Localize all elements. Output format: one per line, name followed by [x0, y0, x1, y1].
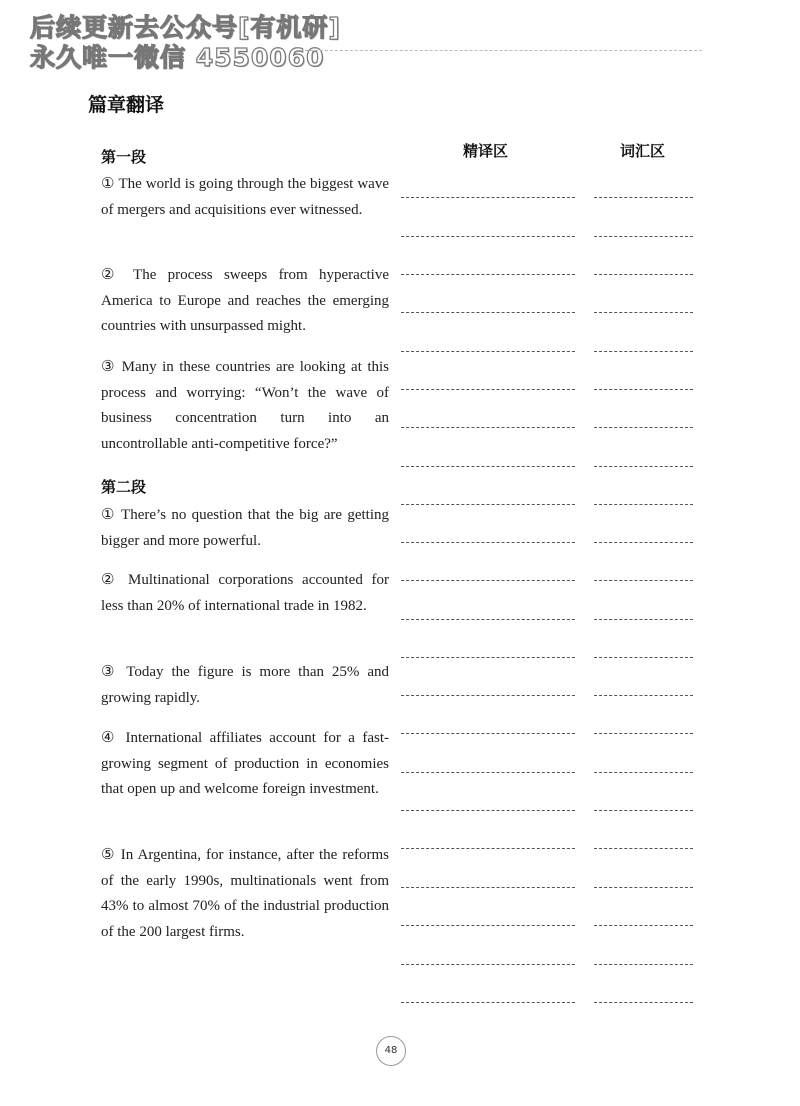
- paragraph-2-heading: 第二段: [101, 478, 147, 496]
- vocabulary-writing-line[interactable]: [594, 925, 693, 926]
- translation-writing-line[interactable]: [401, 1002, 575, 1003]
- vocabulary-writing-line[interactable]: [594, 351, 693, 352]
- vocabulary-writing-line[interactable]: [594, 887, 693, 888]
- translation-writing-line[interactable]: [401, 197, 575, 198]
- vocabulary-writing-line[interactable]: [594, 427, 693, 428]
- vocabulary-writing-line[interactable]: [594, 810, 693, 811]
- vocabulary-writing-line[interactable]: [594, 695, 693, 696]
- translation-writing-line[interactable]: [401, 236, 575, 237]
- translation-writing-line[interactable]: [401, 925, 575, 926]
- vocabulary-writing-line[interactable]: [594, 274, 693, 275]
- paragraph-2-sentence-4: ④ International affiliates account for a fast-growing segment of production in economies that open up and welcome foreign investment.: [101, 730, 389, 798]
- section-title: 篇章翻译: [88, 94, 165, 116]
- paragraph-1-heading: 第一段: [101, 148, 147, 166]
- translation-writing-line[interactable]: [401, 351, 575, 352]
- vocabulary-writing-line[interactable]: [594, 312, 693, 313]
- translation-writing-line[interactable]: [401, 542, 575, 543]
- translation-writing-line[interactable]: [401, 389, 575, 390]
- translation-writing-line[interactable]: [401, 887, 575, 888]
- vocabulary-writing-line[interactable]: [594, 657, 693, 658]
- page-number: 48: [376, 1036, 406, 1066]
- watermark-line-2: 永久唯一微信 4550060: [30, 43, 325, 72]
- translation-writing-line[interactable]: [401, 810, 575, 811]
- translation-writing-line[interactable]: [401, 504, 575, 505]
- paragraph-2-sentence-1: ① There’s no question that the big are getting bigger and more powerful.: [101, 507, 389, 549]
- paragraph-1-sentence-3: ③ Many in these countries are looking at this process and worrying: “Won’t the wave of business concentration turn into an uncontrollable anti-competitive force?”: [101, 359, 389, 452]
- vocabulary-writing-line[interactable]: [594, 772, 693, 773]
- vocabulary-writing-line[interactable]: [594, 504, 693, 505]
- vocabulary-writing-line[interactable]: [594, 389, 693, 390]
- vocabulary-writing-line[interactable]: [594, 236, 693, 237]
- translation-writing-line[interactable]: [401, 695, 575, 696]
- vocabulary-writing-line[interactable]: [594, 197, 693, 198]
- paragraph-2-sentence-5: ⑤ In Argentina, for instance, after the reforms of the early 1990s, multinationals went from 43% to almost 70% of the industrial production of the 200 largest firms.: [101, 847, 389, 940]
- translation-writing-line[interactable]: [401, 657, 575, 658]
- vocabulary-writing-line[interactable]: [594, 619, 693, 620]
- translation-writing-line[interactable]: [401, 619, 575, 620]
- translation-writing-line[interactable]: [401, 772, 575, 773]
- translation-writing-line[interactable]: [401, 466, 575, 467]
- vocabulary-writing-line[interactable]: [594, 542, 693, 543]
- header-divider: [300, 50, 702, 51]
- paragraph-2-sentence-3: ③ Today the figure is more than 25% and growing rapidly.: [101, 664, 389, 706]
- vocabulary-writing-line[interactable]: [594, 733, 693, 734]
- translation-writing-line[interactable]: [401, 964, 575, 965]
- translation-column-header: 精译区: [463, 142, 509, 160]
- translation-writing-line[interactable]: [401, 274, 575, 275]
- translation-writing-line[interactable]: [401, 580, 575, 581]
- watermark-line-1: 后续更新去公众号[有机研]: [30, 13, 341, 42]
- translation-writing-line[interactable]: [401, 427, 575, 428]
- paragraph-2-sentence-2: ② Multinational corporations accounted for less than 20% of international trade in 1982.: [101, 572, 389, 614]
- vocabulary-column-header: 词汇区: [620, 142, 666, 160]
- paragraph-1-sentence-1: ① The world is going through the biggest wave of mergers and acquisitions ever witnessed.: [101, 176, 389, 218]
- vocabulary-writing-line[interactable]: [594, 964, 693, 965]
- paragraph-1-sentence-2: ② The process sweeps from hyperactive America to Europe and reaches the emerging countries with unsurpassed might.: [101, 267, 389, 335]
- vocabulary-writing-line[interactable]: [594, 580, 693, 581]
- translation-writing-line[interactable]: [401, 733, 575, 734]
- vocabulary-writing-line[interactable]: [594, 848, 693, 849]
- translation-writing-line[interactable]: [401, 848, 575, 849]
- vocabulary-writing-line[interactable]: [594, 466, 693, 467]
- vocabulary-writing-line[interactable]: [594, 1002, 693, 1003]
- translation-writing-line[interactable]: [401, 312, 575, 313]
